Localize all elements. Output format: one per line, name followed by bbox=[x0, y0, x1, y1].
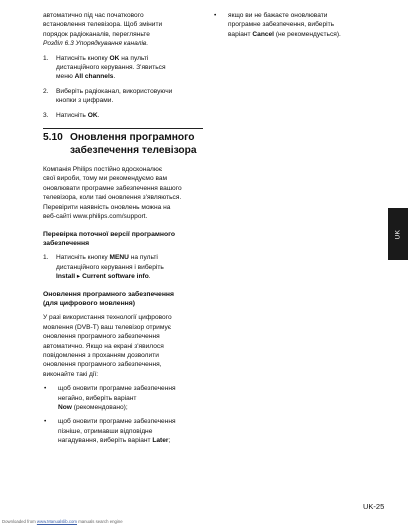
section-divider bbox=[43, 128, 203, 129]
body-line: оновлення програмного забезпечення, bbox=[43, 361, 162, 369]
subheading-check-version: забезпечення bbox=[43, 239, 90, 247]
subheading-check-version: Перевірка поточної версії програмного bbox=[43, 230, 176, 238]
bullet-icon: • bbox=[214, 12, 217, 19]
version-steps bbox=[43, 253, 203, 281]
section-number: 5.10 bbox=[43, 132, 63, 144]
body-line: Перевірити наявність оновлень можна на bbox=[43, 203, 171, 211]
manualslib-link[interactable]: www.Manualslib.com bbox=[36, 519, 77, 524]
menu-label: Install bbox=[56, 273, 76, 281]
section-title: Оновлення програмного забезпечення телевізора bbox=[70, 132, 197, 156]
intro-line: Розділ 6.3 Упорядкування каналів. bbox=[43, 40, 149, 48]
update-options-list bbox=[43, 384, 203, 445]
body-line: свої вироби, тому ми рекомендуємо вам bbox=[43, 175, 168, 183]
body-line: оновлювати програмне забезпечення вашого bbox=[43, 184, 182, 192]
option-label: Now bbox=[58, 404, 72, 411]
intro-line: встановлення телевізора. Щоб змінити bbox=[43, 21, 163, 29]
body-line: телевізора, коли такі оновлення з'являються. bbox=[43, 194, 182, 202]
body-line: повідомлення з проханням дозволити bbox=[43, 351, 159, 359]
left-column bbox=[43, 11, 203, 446]
subheading-digital-update: Оновлення програмного забезпечення bbox=[43, 290, 174, 298]
body-line: мовлення (DVB-T) ваш телевізор отримує bbox=[43, 323, 172, 331]
arrow-icon: ▸ bbox=[76, 273, 81, 281]
body-line: виконайте такі дії: bbox=[43, 370, 99, 378]
section-heading bbox=[43, 132, 203, 157]
bullet-icon: • bbox=[44, 418, 47, 426]
right-column bbox=[213, 11, 363, 39]
key-label: MENU bbox=[109, 254, 129, 262]
intro-line: автоматично під час початкового bbox=[43, 12, 144, 19]
subheading-digital-update: (для цифрового мовлення) bbox=[43, 299, 136, 307]
step-item: 1. Натисніть кнопку OK на пульті дистанційного керування. З'явиться меню All channels. bbox=[43, 54, 166, 81]
step-item: 1. Натисніть кнопку MENU на пульті дистанційного керування і виберіть Install ▸ Current software info. bbox=[43, 254, 164, 281]
body-line: веб-сайті www.philips.com/support. bbox=[43, 213, 148, 221]
language-code: UK bbox=[394, 228, 402, 240]
language-tab bbox=[388, 208, 408, 260]
page-number: UK-25 bbox=[363, 502, 385, 511]
body-line: Компанія Philips постійно вдосконалює bbox=[43, 166, 163, 174]
step-item: 2. Виберіть радіоканал, використовуючи кнопки з цифрами. bbox=[43, 87, 173, 105]
list-item: • щоб оновити програмне забезпечення негайно, виберіть варіант Now (рекомендовано); bbox=[44, 385, 176, 411]
step-item: 3. Натисніть OK. bbox=[43, 111, 100, 119]
download-footer: Downloaded from www.Manualslib.com manuals search engine bbox=[2, 519, 123, 524]
cancel-option-list bbox=[213, 11, 363, 39]
key-label: OK bbox=[109, 54, 120, 62]
body-line: оновлення програмного забезпечення bbox=[43, 333, 160, 341]
list-item: • якщо ви не бажаєте оновлювати програмне забезпечення, виберіть варіант Cancel (не рекомендується). bbox=[214, 12, 341, 38]
option-label: Later bbox=[152, 437, 169, 445]
menu-label: Current software info bbox=[82, 273, 149, 281]
list-item: • щоб оновити програмне забезпечення пізніше, отримавши відповідне нагадування, виберіть варіант Later; bbox=[44, 418, 176, 445]
body-line: У разі використання технології цифрового bbox=[43, 314, 172, 322]
channel-steps bbox=[43, 54, 203, 120]
menu-label: All channels bbox=[74, 73, 114, 81]
body-line: автоматично. Якщо на екрані з'явилося bbox=[43, 342, 164, 350]
key-label: OK bbox=[87, 111, 98, 119]
intro-line: порядок радіоканалів, перегляньте bbox=[43, 30, 150, 38]
option-label: Cancel bbox=[252, 30, 275, 38]
bullet-icon: • bbox=[44, 385, 47, 393]
